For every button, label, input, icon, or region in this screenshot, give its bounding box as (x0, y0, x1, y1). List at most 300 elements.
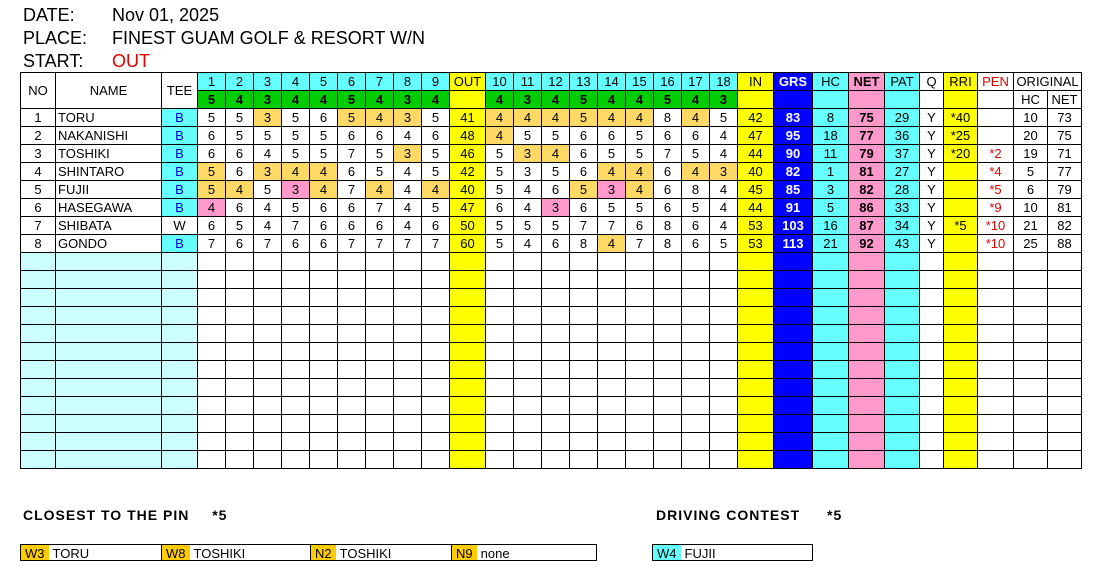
hole-score (486, 271, 514, 289)
player-in (738, 343, 774, 361)
hole-score (598, 253, 626, 271)
player-pen: *4 (978, 163, 1014, 181)
hole-score: 5 (570, 109, 598, 127)
hole-score: 5 (366, 145, 394, 163)
hole-score (626, 415, 654, 433)
player-pat: 29 (885, 109, 920, 127)
hole-score: 4 (542, 145, 570, 163)
hole-score: 6 (654, 163, 682, 181)
player-rri: *20 (944, 145, 978, 163)
hole-score (254, 397, 282, 415)
hole-score (486, 307, 514, 325)
ctp-winner: TOSHIKI (339, 546, 392, 561)
player-net (849, 397, 885, 415)
player-name (56, 307, 162, 325)
hole-score: 6 (366, 217, 394, 235)
player-q (920, 325, 944, 343)
player-no: 4 (21, 163, 56, 181)
par-value: 4 (422, 91, 450, 109)
hole-score: 6 (198, 127, 226, 145)
player-name (56, 379, 162, 397)
hole-score (198, 415, 226, 433)
hole-score (626, 325, 654, 343)
hole-score (254, 361, 282, 379)
hole-score (486, 397, 514, 415)
player-orig-net: 71 (1048, 145, 1082, 163)
player-in: 44 (738, 145, 774, 163)
hole-score: 3 (394, 109, 422, 127)
player-rri (944, 343, 978, 361)
player-tee (162, 451, 198, 469)
hole-score: 4 (394, 127, 422, 145)
empty-row (21, 253, 1082, 271)
player-rri (944, 181, 978, 199)
hole-score (198, 397, 226, 415)
player-q: Y (920, 109, 944, 127)
player-out: 60 (450, 235, 486, 253)
hole-score: 4 (710, 217, 738, 235)
hole-score: 7 (654, 145, 682, 163)
player-in (738, 397, 774, 415)
player-net (849, 253, 885, 271)
hole-score: 5 (422, 163, 450, 181)
hole-score (226, 451, 254, 469)
player-q: Y (920, 145, 944, 163)
hole-score: 4 (598, 109, 626, 127)
hole-score: 5 (282, 127, 310, 145)
player-grs (774, 433, 813, 451)
player-hc: 1 (813, 163, 849, 181)
hole-score (422, 253, 450, 271)
player-rri (944, 235, 978, 253)
hole-score (226, 253, 254, 271)
player-in (738, 361, 774, 379)
player-out: 48 (450, 127, 486, 145)
player-grs: 90 (774, 145, 813, 163)
hole-score: 5 (198, 109, 226, 127)
player-orig-net (1048, 361, 1082, 379)
player-pen (978, 397, 1014, 415)
hole-score (422, 451, 450, 469)
hole-score (282, 397, 310, 415)
hole-score (394, 289, 422, 307)
player-row (21, 127, 1082, 145)
player-grs: 103 (774, 217, 813, 235)
par-hc-blank (813, 91, 849, 109)
player-orig-net (1048, 325, 1082, 343)
player-orig-hc: 10 (1014, 109, 1048, 127)
player-no: 7 (21, 217, 56, 235)
player-row (21, 235, 1082, 253)
hole-score (310, 451, 338, 469)
player-tee (162, 433, 198, 451)
hole-score: 4 (626, 109, 654, 127)
dc-hole-tag: W4 (653, 545, 681, 560)
hole-score: 6 (226, 235, 254, 253)
hole-score (542, 415, 570, 433)
hole-score (570, 289, 598, 307)
player-pat (885, 415, 920, 433)
hole-score: 7 (394, 235, 422, 253)
hole-score (254, 415, 282, 433)
player-grs: 91 (774, 199, 813, 217)
player-pen (978, 271, 1014, 289)
hole-score: 7 (338, 235, 366, 253)
ctp-entry (21, 545, 162, 560)
hole-score (626, 307, 654, 325)
player-pat (885, 397, 920, 415)
empty-row (21, 451, 1082, 469)
header-hole: 17 (682, 73, 710, 91)
player-tee (162, 361, 198, 379)
hole-score (338, 307, 366, 325)
par-in-blank (738, 91, 774, 109)
player-pat (885, 361, 920, 379)
hole-score (598, 325, 626, 343)
column-header-row (21, 73, 1082, 91)
hole-score (282, 307, 310, 325)
player-in (738, 325, 774, 343)
par-grs-blank (774, 91, 813, 109)
player-out: 40 (450, 181, 486, 199)
player-grs: 82 (774, 163, 813, 181)
hole-score (682, 307, 710, 325)
header-hole: 15 (626, 73, 654, 91)
hole-score (366, 415, 394, 433)
player-net (849, 325, 885, 343)
hole-score: 8 (570, 235, 598, 253)
hole-score (682, 379, 710, 397)
hole-score (570, 397, 598, 415)
player-hc: 21 (813, 235, 849, 253)
player-grs (774, 271, 813, 289)
empty-row (21, 289, 1082, 307)
hole-score (486, 361, 514, 379)
start-label: START: (23, 51, 84, 71)
hole-score: 5 (254, 127, 282, 145)
scorecard-table (20, 72, 1082, 469)
player-name (56, 325, 162, 343)
header-hole: 13 (570, 73, 598, 91)
hole-score (542, 325, 570, 343)
player-name (56, 289, 162, 307)
player-name (56, 271, 162, 289)
player-tee (162, 307, 198, 325)
hole-score: 5 (282, 109, 310, 127)
hole-score: 5 (682, 199, 710, 217)
player-hc: 8 (813, 109, 849, 127)
par-value: 4 (626, 91, 654, 109)
hole-score: 4 (394, 163, 422, 181)
hole-score (198, 307, 226, 325)
hole-score (226, 325, 254, 343)
hole-score (710, 271, 738, 289)
hole-score: 4 (682, 163, 710, 181)
hole-score (626, 253, 654, 271)
player-orig-hc (1014, 451, 1048, 469)
player-pat (885, 253, 920, 271)
player-orig-hc (1014, 343, 1048, 361)
player-orig-hc (1014, 325, 1048, 343)
hole-score (282, 379, 310, 397)
closest-to-pin-count: *5 (212, 507, 228, 523)
player-row (21, 217, 1082, 235)
hole-score: 5 (198, 181, 226, 199)
player-orig-hc (1014, 361, 1048, 379)
hole-score (310, 253, 338, 271)
hole-score (626, 379, 654, 397)
hole-score (514, 433, 542, 451)
hole-score: 4 (514, 109, 542, 127)
hole-score: 4 (514, 235, 542, 253)
hole-score: 5 (486, 235, 514, 253)
hole-score: 5 (486, 217, 514, 235)
hole-score (282, 361, 310, 379)
hole-score (710, 397, 738, 415)
hole-score (394, 415, 422, 433)
hole-score (654, 433, 682, 451)
hole-score (226, 397, 254, 415)
player-row (21, 109, 1082, 127)
hole-score: 5 (710, 235, 738, 253)
hole-score (394, 343, 422, 361)
hole-score (710, 451, 738, 469)
hole-score: 6 (338, 217, 366, 235)
hole-score: 6 (226, 163, 254, 181)
player-orig-net (1048, 433, 1082, 451)
hole-score (542, 271, 570, 289)
hole-score (366, 361, 394, 379)
header-original-net: NET (1048, 91, 1082, 109)
hole-score: 3 (710, 163, 738, 181)
hole-score (422, 343, 450, 361)
hole-score (486, 325, 514, 343)
hole-score (598, 343, 626, 361)
hole-score: 5 (226, 127, 254, 145)
player-grs: 95 (774, 127, 813, 145)
header-hole: 9 (422, 73, 450, 91)
hole-score (254, 433, 282, 451)
player-grs (774, 361, 813, 379)
player-orig-hc (1014, 433, 1048, 451)
player-hc: 5 (813, 199, 849, 217)
hole-score (310, 325, 338, 343)
hole-score (598, 307, 626, 325)
hole-score (422, 289, 450, 307)
hole-score (282, 451, 310, 469)
closest-to-pin-results (20, 544, 597, 561)
hole-score: 4 (310, 181, 338, 199)
player-name (56, 397, 162, 415)
player-q: Y (920, 199, 944, 217)
player-rri (944, 253, 978, 271)
player-orig-net (1048, 379, 1082, 397)
header-tee: TEE (162, 73, 198, 109)
player-row (21, 145, 1082, 163)
player-orig-hc: 21 (1014, 217, 1048, 235)
header-net: NET (849, 73, 885, 91)
date-label: DATE: (23, 5, 75, 25)
player-tee (162, 379, 198, 397)
hole-score: 3 (542, 199, 570, 217)
hole-score: 5 (198, 163, 226, 181)
hole-score (254, 343, 282, 361)
hole-score (338, 271, 366, 289)
hole-score (338, 379, 366, 397)
player-orig-net (1048, 289, 1082, 307)
player-in (738, 307, 774, 325)
header-out: OUT (450, 73, 486, 91)
player-hc (813, 343, 849, 361)
driving-contest-label: DRIVING CONTEST (656, 507, 801, 523)
hole-score: 8 (654, 217, 682, 235)
hole-score (570, 379, 598, 397)
player-in: 40 (738, 163, 774, 181)
hole-score: 8 (682, 181, 710, 199)
player-out (450, 325, 486, 343)
header-q: Q (920, 73, 944, 91)
player-net: 77 (849, 127, 885, 145)
hole-score: 5 (422, 145, 450, 163)
hole-score: 4 (282, 163, 310, 181)
hole-score: 7 (626, 235, 654, 253)
hole-score (310, 415, 338, 433)
player-name (56, 433, 162, 451)
hole-score (282, 433, 310, 451)
hole-score (198, 253, 226, 271)
par-value: 3 (514, 91, 542, 109)
hole-score: 5 (514, 217, 542, 235)
hole-score: 6 (570, 145, 598, 163)
player-tee (162, 343, 198, 361)
player-grs: 85 (774, 181, 813, 199)
hole-score: 7 (282, 217, 310, 235)
player-net (849, 307, 885, 325)
hole-score (226, 415, 254, 433)
player-in: 44 (738, 199, 774, 217)
player-net: 81 (849, 163, 885, 181)
player-tee: B (162, 181, 198, 199)
hole-score: 3 (514, 163, 542, 181)
player-q (920, 379, 944, 397)
player-pen (978, 253, 1014, 271)
hole-score (682, 361, 710, 379)
hole-score: 5 (366, 163, 394, 181)
driving-contest-title (656, 507, 842, 523)
scorecard-header (23, 4, 425, 73)
hole-score (626, 433, 654, 451)
player-q (920, 361, 944, 379)
player-row (21, 181, 1082, 199)
player-q (920, 343, 944, 361)
hole-score (654, 451, 682, 469)
hole-score: 4 (366, 109, 394, 127)
hole-score: 6 (338, 199, 366, 217)
hole-score (394, 397, 422, 415)
hole-score (542, 253, 570, 271)
player-out (450, 379, 486, 397)
player-in (738, 379, 774, 397)
player-no (21, 325, 56, 343)
player-orig-hc (1014, 271, 1048, 289)
player-tee: B (162, 163, 198, 181)
hole-score (682, 433, 710, 451)
player-no: 2 (21, 127, 56, 145)
hole-score: 5 (710, 109, 738, 127)
hole-score: 6 (654, 127, 682, 145)
hole-score (310, 271, 338, 289)
hole-score (710, 361, 738, 379)
player-pen (978, 325, 1014, 343)
hole-score: 5 (514, 127, 542, 145)
empty-row (21, 343, 1082, 361)
hole-score (366, 325, 394, 343)
player-rri (944, 163, 978, 181)
player-hc (813, 361, 849, 379)
player-orig-hc: 6 (1014, 181, 1048, 199)
player-name: TORU (56, 109, 162, 127)
player-rri (944, 451, 978, 469)
hole-score: 6 (310, 235, 338, 253)
hole-score (310, 361, 338, 379)
player-pen: *2 (978, 145, 1014, 163)
player-in (738, 451, 774, 469)
hole-score (338, 325, 366, 343)
hole-score (254, 271, 282, 289)
player-tee: B (162, 199, 198, 217)
player-orig-net: 77 (1048, 163, 1082, 181)
player-out (450, 307, 486, 325)
header-hole: 1 (198, 73, 226, 91)
player-pat: 27 (885, 163, 920, 181)
player-orig-net (1048, 271, 1082, 289)
hole-score: 4 (422, 181, 450, 199)
player-q (920, 271, 944, 289)
player-row (21, 163, 1082, 181)
ctp-hole-tag: W3 (21, 545, 49, 560)
player-grs (774, 325, 813, 343)
hole-score (514, 361, 542, 379)
par-value: 3 (254, 91, 282, 109)
player-orig-net: 73 (1048, 109, 1082, 127)
player-rri (944, 397, 978, 415)
player-no: 5 (21, 181, 56, 199)
player-pen (978, 379, 1014, 397)
player-orig-net: 81 (1048, 199, 1082, 217)
player-name: HASEGAWA (56, 199, 162, 217)
hole-score: 5 (282, 199, 310, 217)
player-out (450, 451, 486, 469)
player-no (21, 271, 56, 289)
hole-score (598, 397, 626, 415)
hole-score (282, 343, 310, 361)
hole-score (198, 361, 226, 379)
hole-score: 6 (486, 199, 514, 217)
player-hc (813, 289, 849, 307)
player-pen: *5 (978, 181, 1014, 199)
hole-score: 5 (626, 145, 654, 163)
closest-to-pin-title (23, 507, 227, 523)
player-no (21, 307, 56, 325)
hole-score: 4 (710, 199, 738, 217)
hole-score (226, 379, 254, 397)
player-pat (885, 451, 920, 469)
hole-score: 4 (394, 217, 422, 235)
par-value: 5 (198, 91, 226, 109)
hole-score: 6 (654, 181, 682, 199)
hole-score: 4 (198, 199, 226, 217)
player-pen (978, 415, 1014, 433)
